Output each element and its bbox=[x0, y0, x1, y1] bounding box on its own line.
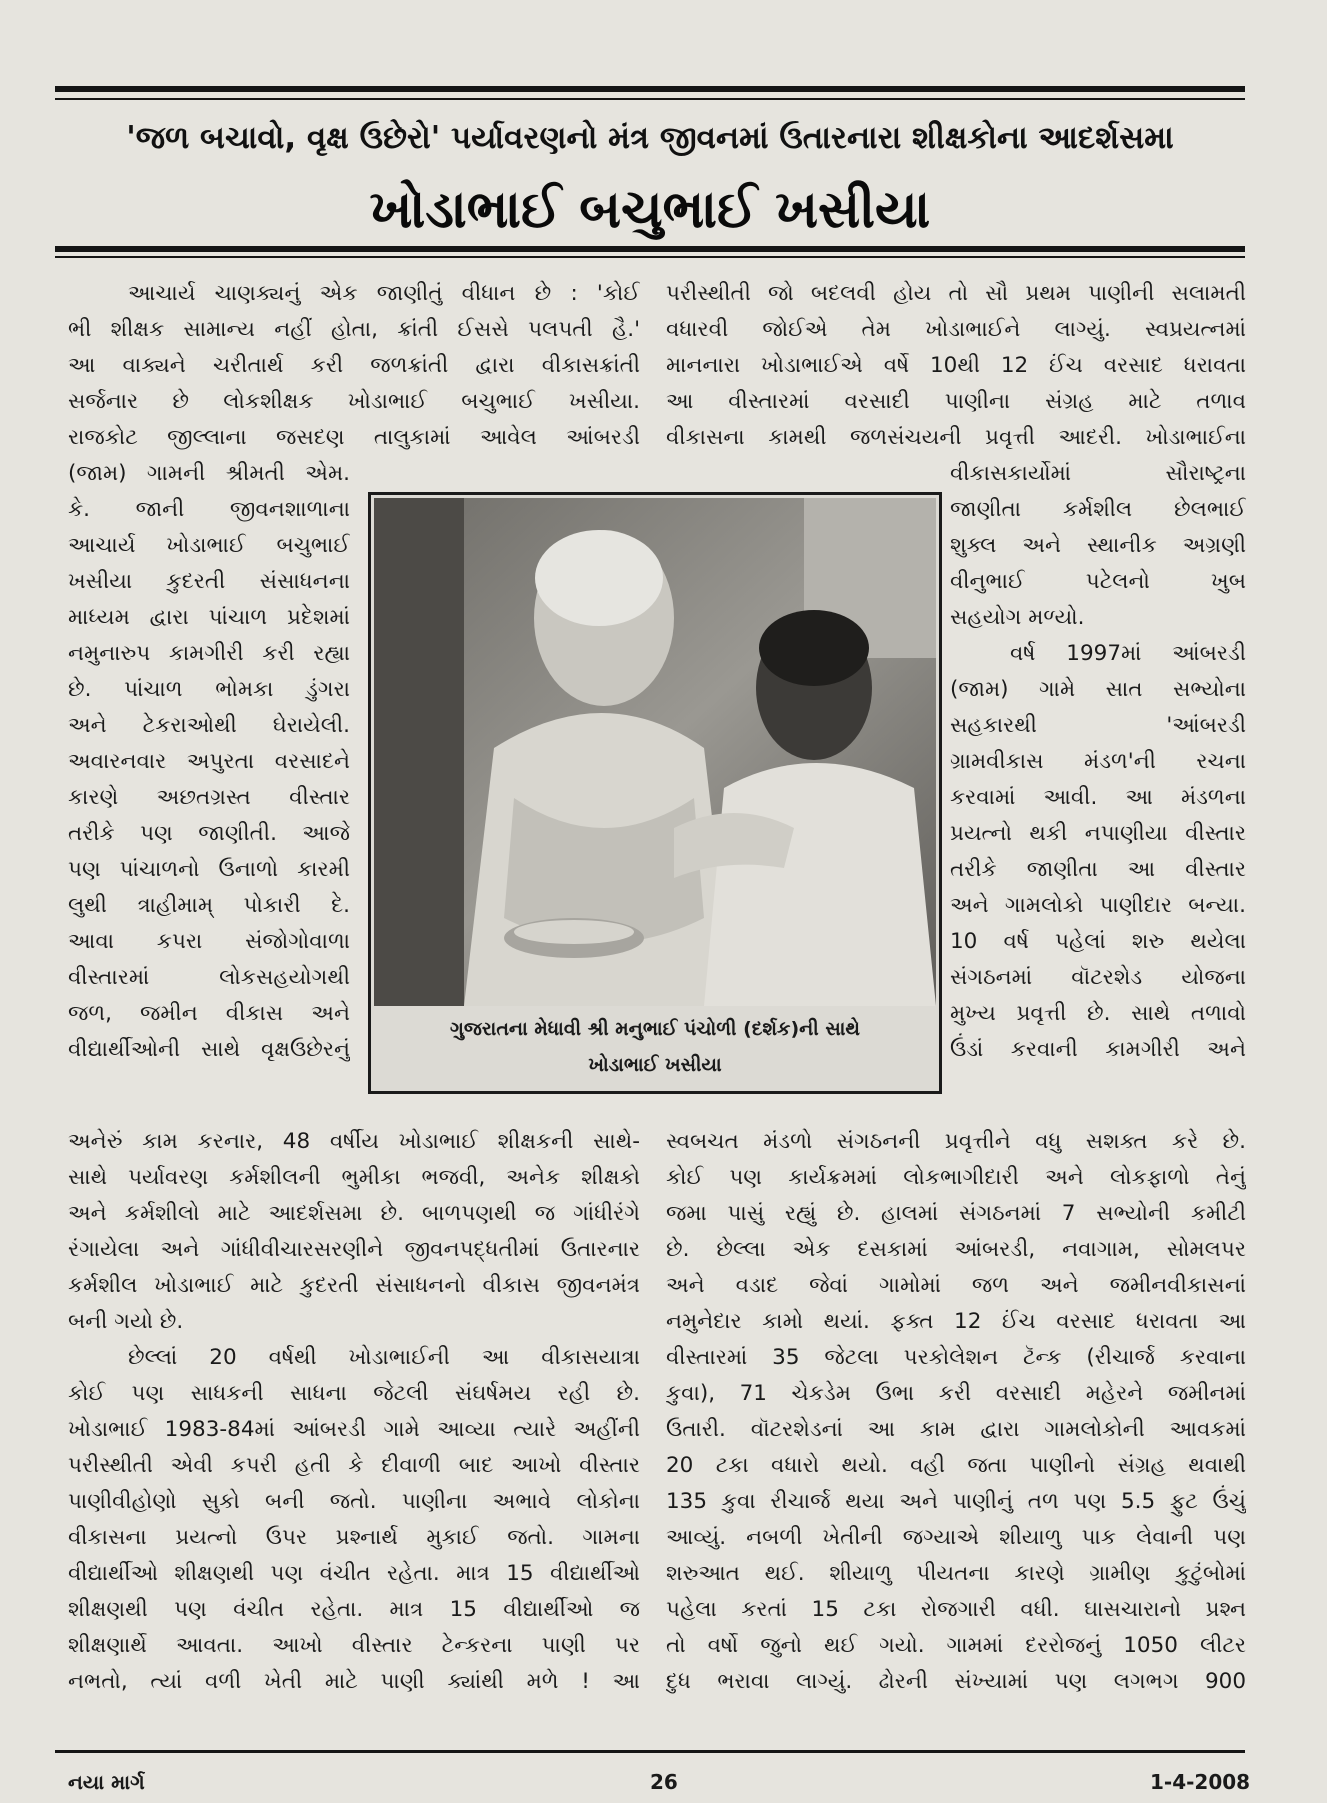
text-line: બની ગયો છે. bbox=[68, 1309, 184, 1334]
text-line: (જામ) ગામે સાત સભ્યોના bbox=[950, 677, 1246, 702]
text-line: પણ પાંચાળનો ઉનાળો કારમી bbox=[68, 857, 350, 882]
text-line: આવ્યું. નબળી ખેતીની જગ્યાએ શીયાળુ પાક લેવાની પણ bbox=[666, 1525, 1246, 1550]
text-line: 135 કુવા રીચાર્જ થયા અને પાણીનું તળ પણ 5.5 ફુટ ઉંચું bbox=[666, 1489, 1246, 1514]
text-line: કરવામાં આવી. આ મંડળના bbox=[950, 785, 1246, 810]
headline-rule-thin bbox=[55, 256, 1245, 258]
text-line: રાજકોટ જીલ્લાના જસદણ તાલુકામાં આવેલ આંબરડી bbox=[68, 425, 640, 450]
text-line: ગ્રામવીકાસ મંડળ'ની રચના bbox=[950, 749, 1246, 774]
text-line: પરીસ્થીતી જો બદલવી હોય તો સૌ પ્રથમ પાણીની સલામતી bbox=[666, 281, 1246, 306]
text-line: લુથી ત્રાહીમામ્ પોકારી દે. bbox=[68, 893, 350, 918]
text-line: વીસ્તારમાં 35 જેટલા પરકોલેશન ટૅન્ક (રીચાર્જ કરવાના bbox=[666, 1345, 1246, 1370]
column1-wrap-text bbox=[68, 456, 350, 1068]
text-line: વીકાસના કામથી જળસંચયની પ્રવૃત્તી આદરી. ખોડાભાઈના bbox=[666, 425, 1246, 450]
text-line: સંગઠનમાં વૉટરશેડ યોજના bbox=[950, 965, 1246, 990]
text-line: તરીકે જાણીતા આ વીસ્તાર bbox=[950, 857, 1246, 882]
text-line: કોઈ પણ કાર્યક્રમમાં લોકભાગીદારી અને લોકફાળો તેનું bbox=[666, 1165, 1246, 1190]
text-line: જમા પાસું રહ્યું છે. હાલમાં સંગઠનમાં 7 સભ્યોની કમીટી bbox=[666, 1201, 1246, 1226]
text-line: કર્મશીલ ખોડાભાઈ માટે કુદરતી સંસાધનનો વીકાસ જીવનમંત્ર bbox=[68, 1273, 640, 1298]
text-line: અનેરું કામ કરનાર, 48 વર્ષીય ખોડાભાઈ શીક્ષકની સાથે- bbox=[68, 1129, 640, 1154]
text-line: શીક્ષણથી પણ વંચીત રહેતા. માત્ર 15 વીદ્યાર્થીઓ જ bbox=[68, 1597, 640, 1622]
text-line: પરીસ્થીતી એવી કપરી હતી કે દીવાળી બાદ આખો વીસ્તાર bbox=[68, 1453, 640, 1478]
text-line: વીદ્યાર્થીઓની સાથે વૃક્ષઉછેરનું bbox=[68, 1037, 350, 1062]
photo-caption bbox=[371, 1011, 939, 1083]
footer-date: 1-4-2008 bbox=[1150, 1770, 1251, 1794]
text-line: દુધ ભરાવા લાગ્યું. ઢોરની સંખ્યામાં પણ લગભગ 900 bbox=[666, 1669, 1246, 1694]
headline-rule bbox=[55, 246, 1245, 252]
article-headline: ખોડાભાઈ બચુભાઈ ખસીયા bbox=[369, 180, 931, 240]
column2-wrap-text bbox=[950, 456, 1246, 1068]
text-line: નભતો, ત્યાં વળી ખેતી માટે પાણી ક્યાંથી મળે ! આ bbox=[68, 1669, 640, 1694]
text-line: વીનુભાઈ પટેલનો ખુબ bbox=[950, 569, 1246, 594]
text-line: સહકારથી 'આંબરડી bbox=[950, 713, 1246, 738]
text-line: જળ, જમીન વીકાસ અને bbox=[68, 1001, 350, 1026]
text-line: માધ્યમ દ્વારા પાંચાળ પ્રદેશમાં bbox=[68, 605, 350, 630]
text-line: ઉતારી. વૉટરશેડનાં આ કામ દ્વારા ગામલોકોની આવકમાં bbox=[666, 1417, 1246, 1442]
text-line: સ્વબચત મંડળો સંગઠનની પ્રવૃત્તીને વધુ સશક્ત કરે છે. bbox=[666, 1129, 1246, 1154]
text-line: કે. જાની જીવનશાળાના bbox=[68, 497, 350, 522]
text-line: સહયોગ મળ્યો. bbox=[950, 605, 1085, 630]
text-line: આ વીસ્તારમાં વરસાદી પાણીના સંગ્રહ માટે તળાવ bbox=[666, 389, 1246, 414]
text-line: અને કર્મશીલો માટે આદર્શસમા છે. બાળપણથી જ ગાંધીરંગે bbox=[68, 1201, 640, 1226]
text-line: ખોડાભાઈ 1983-84માં આંબરડી ગામે આવ્યા ત્યારે અહીંની bbox=[68, 1417, 640, 1442]
photo-caption-line2: ખોડાભાઈ ખસીયા bbox=[588, 1054, 722, 1076]
text-line: વીકાસના પ્રયત્નો ઉપર પ્રશ્નાર્થ મુકાઈ જતો. ગામના bbox=[68, 1525, 640, 1550]
column2-body bbox=[666, 1124, 1246, 1700]
text-line: વધારવી જોઈએ તેમ ખોડાભાઈને લાગ્યું. સ્વપ્રયત્નમાં bbox=[666, 317, 1246, 342]
text-line: તરીકે પણ જાણીતી. આજે bbox=[68, 821, 350, 846]
top-rule-thin bbox=[55, 98, 1245, 100]
column1-intro bbox=[68, 276, 640, 456]
footer-rule bbox=[55, 1750, 1245, 1753]
column1-body bbox=[68, 1124, 640, 1700]
text-line: અને ગામલોકો પાણીદાર બન્યા. bbox=[950, 893, 1246, 918]
text-line: નમુનેદાર કામો થયાં. ફક્ત 12 ઈંચ વરસાદ ધરાવતા આ bbox=[666, 1309, 1246, 1334]
text-line: છે. પાંચાળ ભોમકા ડુંગરા bbox=[68, 677, 350, 702]
text-line: કોઈ પણ સાધકની સાધના જેટલી સંઘર્ષમય રહી છે. bbox=[68, 1381, 640, 1406]
text-line: 20 ટકા વધારો થયો. વહી જતા પાણીનો સંગ્રહ થવાથી bbox=[666, 1453, 1246, 1478]
text-line: અને વડાદ જેવાં ગામોમાં જળ અને જમીનવીકાસનાં bbox=[666, 1273, 1246, 1298]
text-line: પહેલા કરતાં 15 ટકા રોજગારી વધી. ઘાસચારાનો પ્રશ્ન bbox=[666, 1597, 1246, 1622]
text-line: રંગાયેલા અને ગાંધીવીચારસરણીને જીવનપદ્ધતીમાં ઉતારનાર bbox=[68, 1237, 640, 1262]
photo-frame bbox=[368, 492, 942, 1094]
footer-publication: નયા માર્ગ bbox=[68, 1770, 145, 1794]
text-line: વીસ્તારમાં લોકસહયોગથી bbox=[68, 965, 350, 990]
text-line: છેલ્લાં 20 વર્ષથી ખોડાભાઈની આ વીકાસયાત્રા bbox=[128, 1345, 640, 1370]
footer-page-number: 26 bbox=[650, 1770, 678, 1794]
text-line: ભી શીક્ષક સામાન્ય નહીં હોતા, ક્રાંતી ઈસસે પલપતી હૈ.' bbox=[68, 317, 640, 342]
photo-caption-line1: ગુજરાતના મેધાવી શ્રી મનુભાઈ પંચોળી (દર્શક)ની સાથે bbox=[450, 1018, 860, 1040]
text-line: શુક્લ અને સ્થાનીક અગ્રણી bbox=[950, 533, 1246, 558]
text-line: આ વાક્યને ચરીતાર્થ કરી જળક્રાંતી દ્વારા વીકાસક્રાંતી bbox=[68, 353, 640, 378]
text-line: શીક્ષણાર્થે આવતા. આખો વીસ્તાર ટેન્કરના પાણી પર bbox=[68, 1633, 640, 1658]
text-line: કારણે અછતગ્રસ્ત વીસ્તાર bbox=[68, 785, 350, 810]
text-line: આચાર્ય ખોડાભાઈ બચુભાઈ bbox=[68, 533, 350, 558]
text-line: વર્ષ 1997માં આંબરડી bbox=[1010, 641, 1246, 666]
text-line: શરુઆત થઈ. શીયાળુ પીયતના કારણે ગ્રામીણ કુટુંબોમાં bbox=[666, 1561, 1246, 1586]
article-kicker: 'જળ બચાવો, વૃક્ષ ઉછેરો' પર્યાવરણનો મંત્ર જીવનમાં ઉતારનારા શીક્ષકોના આદર્શસમા bbox=[126, 120, 1174, 156]
text-line: છે. છેલ્લા એક દસકામાં આંબરડી, નવાગામ, સોમલપર bbox=[666, 1237, 1246, 1262]
text-line: (જામ) ગામની શ્રીમતી એમ. bbox=[68, 461, 350, 486]
text-line: પ્રયત્નો થકી નપાણીયા વીસ્તાર bbox=[950, 821, 1246, 846]
text-line: આચાર્ય ચાણક્યનું એક જાણીતું વીધાન છે : 'કોઈ bbox=[128, 281, 640, 306]
text-line: વીકાસકાર્યોમાં સૌરાષ્ટ્રના bbox=[950, 461, 1246, 486]
text-line: માનનારા ખોડાભાઈએ વર્ષે 10થી 12 ઈંચ વરસાદ ધરાવતા bbox=[666, 353, 1246, 378]
top-rule bbox=[55, 86, 1245, 92]
text-line: અને ટેકરાઓથી ઘેરાયેલી. bbox=[68, 713, 350, 738]
text-line: સાથે પર્યાવરણ કર્મશીલની ભુમીકા ભજવી, અનેક શીક્ષકો bbox=[68, 1165, 640, 1190]
text-line: તો વર્ષો જુનો થઈ ગયો. ગામમાં દરરોજનું 1050 લીટર bbox=[666, 1633, 1246, 1658]
text-line: જાણીતા કર્મશીલ છેલભાઈ bbox=[950, 497, 1246, 522]
text-line: કુવા), 71 ચેકડેમ ઉભા કરી વરસાદી મહેરને જમીનમાં bbox=[666, 1381, 1246, 1406]
text-line: ખસીયા કુદરતી સંસાધનના bbox=[68, 569, 350, 594]
text-line: નમુનારુપ કામગીરી કરી રહ્યા bbox=[68, 641, 350, 666]
text-line: સર્જનાર છે લોકશીક્ષક ખોડાભાઈ બચુભાઈ ખસીયા. bbox=[68, 389, 640, 414]
text-line: મુખ્ય પ્રવૃત્તી છે. સાથે તળાવો bbox=[950, 1001, 1246, 1026]
text-line: ઉંડાં કરવાની કામગીરી અને bbox=[950, 1037, 1246, 1062]
text-line: 10 વર્ષ પહેલાં શરુ થયેલા bbox=[950, 929, 1246, 954]
portrait-photo bbox=[374, 498, 936, 1006]
text-line: પાણીવીહોણો સુકો બની જતો. પાણીના અભાવે લોકોના bbox=[68, 1489, 640, 1514]
text-line: વીદ્યાર્થીઓ શીક્ષણથી પણ વંચીત રહેતા. માત્ર 15 વીદ્યાર્થીઓ bbox=[68, 1561, 640, 1586]
text-line: અવારનવાર અપુરતા વરસાદને bbox=[68, 749, 350, 774]
column2-intro bbox=[666, 276, 1246, 456]
text-line: આવા કપરા સંજોગોવાળા bbox=[68, 929, 350, 954]
